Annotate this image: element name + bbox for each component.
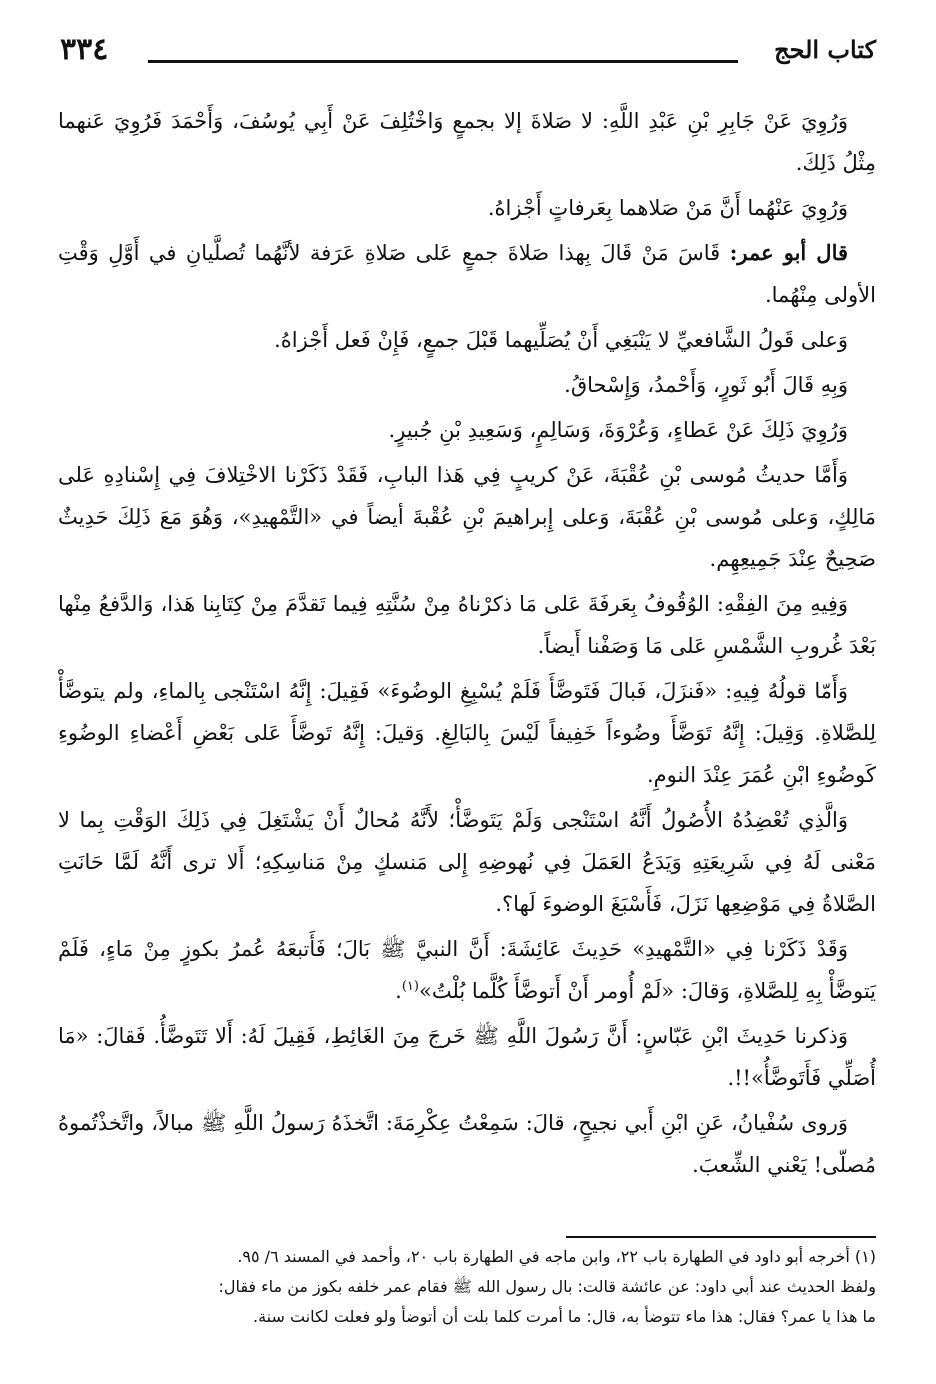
paragraph	[58, 1015, 876, 1099]
paragraph-text: وَبِهِ قَالَ أَبُو ثَورٍ، وَأَحْمدُ، وَإِسْحاقُ.	[564, 373, 848, 397]
paragraph-text: وَعلى قَولُ الشَّافعيِّ لا يَنْبَغِي أَنْ يُصَلِّيهما قَبْلَ جمعٍ، فَإِنْ فَعل أَجْزاهُ.	[274, 328, 848, 352]
paragraph-text: وَرُوِيَ عَنْهُما أَنَّ مَنْ صَلاهما بِعَرفاتٍ أَجْزاهُ.	[487, 196, 848, 220]
paragraph-lead: قال أبو عمر:	[729, 240, 849, 265]
paragraph	[58, 583, 876, 667]
main-text	[58, 100, 876, 1186]
footnote-line: (١) أخرجه أبو داود في الطهارة باب ٢٢، وابن ماجه في الطهارة باب ٢٠، وأحمد في المسند ٦/ ٩٥.	[237, 1247, 876, 1266]
book-title: كتاب الحج	[774, 35, 876, 64]
page-number: ٣٣٤	[60, 32, 109, 67]
paragraph	[58, 409, 876, 451]
paragraph-text: وَروى سُفْيانُ، عَنِ ابْنِ أَبي نجيحٍ، قالَ: سَمِعْتُ عِكْرِمَةَ: اتَّخذَهُ رَسولُ اللَّهِ ﷺ مبالاً، واتَّخذْتُموهُ مُصلّى! يَعْني الشِّعبَ.	[58, 1111, 876, 1177]
paragraph-text: وَالَّذِي تُعْضِدُهُ الأُصُولُ أَنَّهُ اسْتَنْجى وَلَمْ يَتَوضَّأْ؛ لأَنَّهُ مُحالٌ أَنْ يَشْتَغِلَ فِي ذَلِكَ الوَقْتِ بِما لا مَعْنى لَهُ فِي شَرِيعَتِهِ وَيَدَعُ العَمَلَ فِي نُهوضِهِ إِلى مَنسكٍ مِنْ مَناسِكِهِ؛ أَلا ترى أَنَّهُ لَمَّا حَانَتِ الصَّلاةُ فِي مَوْضِعِها نَزَلَ، فَأَسْبَغَ الوضوءَ لَها؟.	[58, 808, 876, 916]
footnote-line: ما هذا يا عمر؟ فقال: هذا ماء تتوضأ به، قال: ما أمرت كلما بلت أن أتوضأ ولو فعلت لكانت سنة.	[253, 1307, 876, 1326]
paragraph-text: قَاسَ مَنْ قَالَ بِهذا صَلاةَ جمعٍ عَلى صَلاةِ عَرَفة لأنَّهُما تُصلَّيانِ في أَوَّلِ وَقْتِ الأولى مِنْهُما.	[58, 241, 876, 307]
footnote-line: ولفظ الحديث عند أبي داود: عن عائشة قالت: بال رسول الله ﷺ فقام عمر خلفه بكوز من ماء فقال:	[218, 1277, 876, 1296]
header-rule	[148, 60, 738, 63]
paragraph-end: .	[395, 979, 402, 1003]
paragraph-text: وَرُوِيَ ذَلِكَ عَنْ عَطاءٍ، وَعُرْوَةَ، وَسَالِمٍ، وَسَعِيدِ بْنِ جُبيرٍ.	[388, 418, 848, 442]
paragraph	[58, 454, 876, 580]
paragraph	[58, 319, 876, 361]
paragraph-text: وَفِيهِ مِنَ الفِقْهِ: الوُقُوفُ بِعَرفَةَ عَلى مَا ذكرْناهُ مِنْ سُنَّتِهِ فِيما تَقدَّمَ مِنْ كِتَابِنا هَذا، وَالدَّفعُ مِنْها بَعْدَ غُروبِ الشَّمْسِ عَلى مَا وَصَفْنا أَيضاً.	[58, 592, 876, 658]
footnote-separator	[566, 1236, 876, 1238]
paragraph-text: وَقَدْ ذَكَرْنا فِي «التَّمْهيدِ» حَدِيثَ عَائِشَةَ: أَنَّ النبيَّ ﷺ بَالَ؛ فَأَتبعَهُ عُمرُ بكوزٍ مِنْ مَاءٍ، فَلَمْ يَتوضَّأْ بِهِ لِلصَّلاةِ، وَقالَ: «لَمْ أُومر أَنْ أَتوضَّأَ كُلَّما بُلْتُ»	[58, 937, 876, 1003]
paragraph	[58, 1102, 876, 1186]
paragraph-text: وَرُوِيَ عَنْ جَابِرِ بْنِ عَبْدِ اللَّهِ: لا صَلاةَ إلا بجمعٍ وَاخْتُلِفَ عَنْ أَبِي يُوسُفَ، وَأَحْمَدَ فَرُوِيَ عَنهما مِثْلُ ذَلِكَ.	[58, 109, 876, 175]
footnote-marker[interactable]: (١)	[401, 979, 419, 994]
paragraph	[58, 928, 876, 1012]
paragraph	[58, 670, 876, 796]
paragraph	[58, 364, 876, 406]
page-header	[60, 30, 876, 70]
paragraph	[58, 187, 876, 229]
paragraph-text: وَأَمّا قولُهُ فِيهِ: «فَنزَلَ، فَبالَ فَتَوضَّأَ فَلَمْ يُسْبِغِ الوضُوءَ» فَقِيلَ: إِنَّهُ اسْتَنْجى بِالماءِ، ولم يتوضَّأْ لِلصَّلاةِ. وَقِيلَ: إِنَّهُ تَوَضَّأَ وضُوءاً خَفِيفاً لَيْسَ بِالبَالِغِ. وَقيلَ: إِنَّهُ تَوضَّأَ عَلى بَعْضِ أَعْضاءِ الوضُوءِ كَوضُوءِ ابْنِ عُمَرَ عِنْدَ النومِ.	[58, 679, 876, 787]
paragraph	[58, 799, 876, 925]
paragraph-text: وَأَمَّا حديثُ مُوسى بْنِ عُقْبَةَ، عَنْ كريبٍ فِي هَذا البابِ، فَقَدْ ذَكَرْنا الاخْتِلافَ فِي إِسْنادِهِ عَلى مَالِكٍ، وَعلى مُوسى بْنِ عُقْبَةَ، وَعلى إِبراهيمَ بْنِ عُقْبةَ أيضاً في «التَّمْهيدِ»، وَهُوَ مَعَ ذَلِكَ حَدِيثٌ صَحِيحٌ عِنْدَ جَمِيعِهِم.	[58, 463, 876, 571]
paragraph	[58, 232, 876, 316]
paragraph	[58, 100, 876, 184]
paragraph-text: وَذكرنا حَدِيثَ ابْنِ عَبّاسٍ: أَنَّ رَسُولَ اللَّهِ ﷺ خَرجَ مِنَ الغَائِطِ، فَقِيلَ لَهُ: أَلا تَتَوضَّأُ. فَقالَ: «مَا أُصَلِّي فَأَتَوضَّأُ»!!.	[58, 1024, 876, 1090]
footnotes	[58, 1242, 876, 1332]
